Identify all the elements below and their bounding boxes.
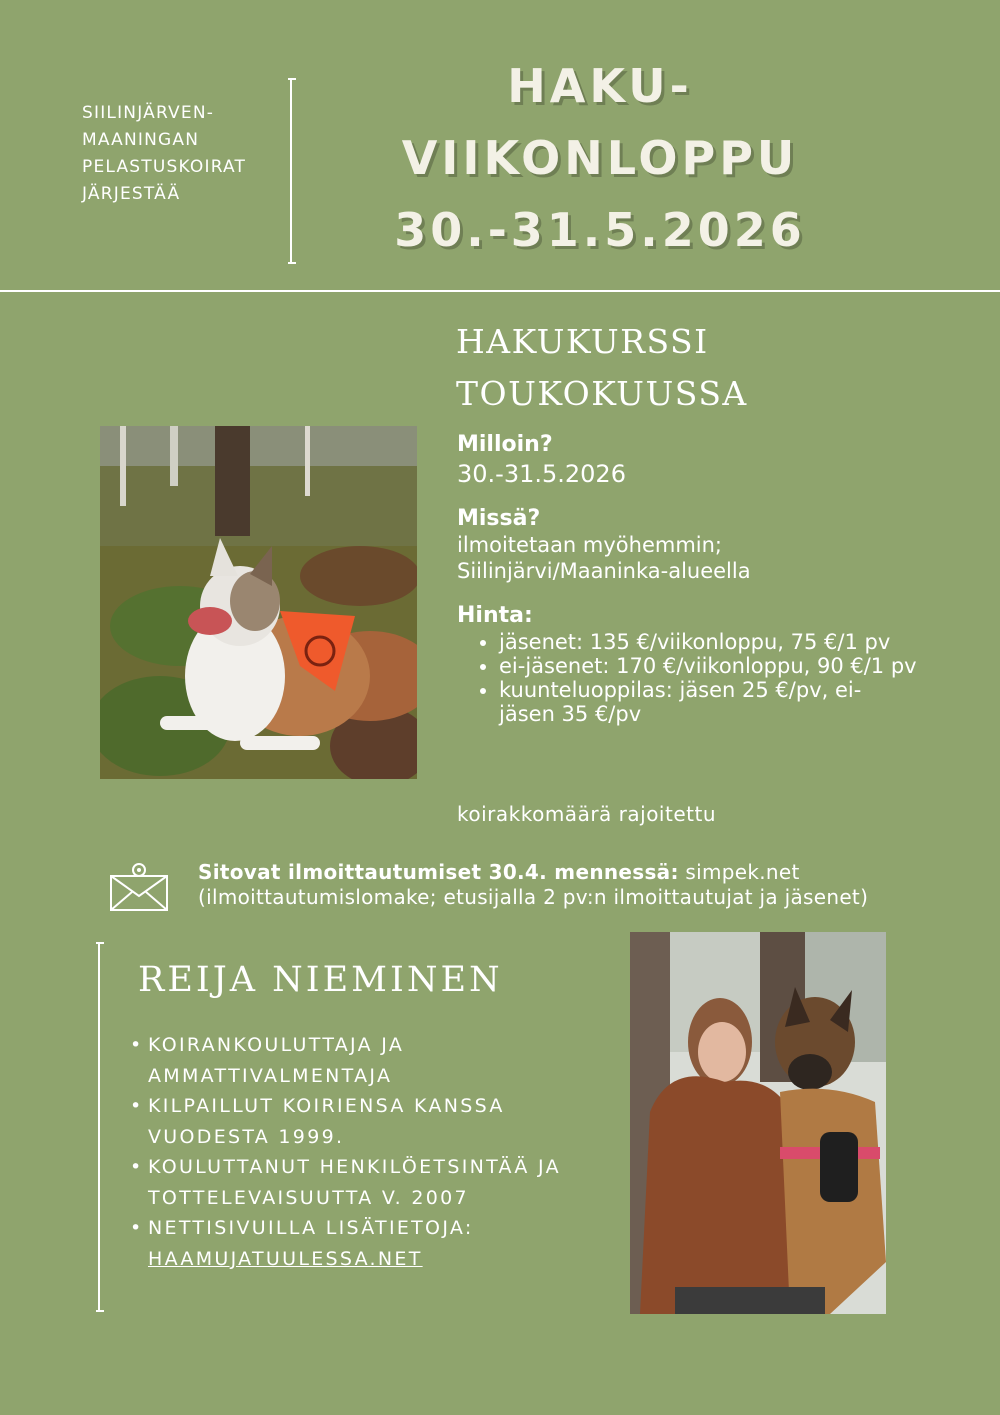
price-section bbox=[457, 604, 917, 726]
title-line: VIIKONLOPPU bbox=[401, 131, 799, 185]
envelope-icon bbox=[108, 862, 170, 916]
trainer-divider-tick bbox=[96, 1310, 104, 1312]
header-divider-tick bbox=[288, 78, 296, 80]
title-date: 30.-31.5.2026 bbox=[394, 203, 806, 257]
price-item: • ei-jäsenet: 170 €/viikonloppu, 90 €/1 pv bbox=[499, 654, 917, 678]
trainer-item: • KOULUTTANUT HENKILÖETSINTÄÄ JA TOTTELEVAISUUTTA V. 2007 bbox=[128, 1152, 598, 1213]
trainer-photo bbox=[630, 932, 886, 1314]
page-title bbox=[300, 50, 900, 266]
when-label: Milloin? bbox=[457, 432, 553, 457]
price-label: Hinta: bbox=[457, 603, 533, 628]
header-divider-tick bbox=[288, 262, 296, 264]
trainer-divider-tick bbox=[96, 942, 104, 944]
trainer-photo-image bbox=[630, 932, 886, 1314]
organizer-line: PELASTUSKOIRAT bbox=[82, 157, 247, 177]
header-divider bbox=[290, 78, 292, 264]
where-line: ilmoitetaan myöhemmin; bbox=[457, 533, 723, 557]
where-line: Siilinjärvi/Maaninka-alueella bbox=[457, 559, 751, 583]
course-heading-line: HAKUKURSSI bbox=[456, 322, 709, 361]
dog-photo-image bbox=[100, 426, 417, 779]
trainer-item: • KOIRANKOULUTTAJA JA AMMATTIVALMENTAJA bbox=[128, 1030, 598, 1091]
header-rule bbox=[0, 290, 1000, 292]
title-line: HAKU- bbox=[507, 59, 693, 113]
when-section bbox=[457, 432, 626, 490]
price-list bbox=[457, 630, 917, 726]
organizer-line: JÄRJESTÄÄ bbox=[82, 184, 181, 204]
trainer-divider bbox=[98, 942, 100, 1312]
organizer-text bbox=[82, 100, 246, 208]
when-value: 30.-31.5.2026 bbox=[457, 460, 626, 488]
website-link[interactable]: HAAMUJATUULESSA.NET bbox=[148, 1247, 423, 1270]
dog-photo bbox=[100, 426, 417, 779]
course-heading bbox=[456, 316, 748, 420]
trainer-name: REIJA NIEMINEN bbox=[138, 960, 503, 1000]
price-item: • kuunteluoppilas: jäsen 25 €/pv, ei-jäsen 35 €/pv bbox=[499, 678, 917, 726]
trainer-item-text: NETTISIVUILLA LISÄTIETOJA: bbox=[148, 1217, 474, 1239]
trainer-item: • KILPAILLUT KOIRIENSA KANSSA VUODESTA 1999. bbox=[128, 1091, 598, 1152]
course-heading-line: TOUKOKUUSSA bbox=[456, 374, 748, 413]
trainer-item bbox=[128, 1213, 598, 1274]
trainer-list bbox=[128, 1030, 598, 1274]
where-section bbox=[457, 506, 751, 584]
registration-details: simpek.net (ilmoittautumislomake; etusijalla 2 pv:n ilmoittautujat ja jäsenet) bbox=[198, 860, 869, 909]
where-label: Missä? bbox=[457, 506, 541, 531]
dog-limit-note: koirakkomäärä rajoitettu bbox=[457, 802, 716, 826]
organizer-line: MAANINGAN bbox=[82, 130, 200, 150]
organizer-line: SIILINJÄRVEN- bbox=[82, 103, 215, 123]
price-item: • jäsenet: 135 €/viikonloppu, 75 €/1 pv bbox=[499, 630, 917, 654]
registration-deadline: Sitovat ilmoittautumiset 30.4. mennessä: bbox=[198, 860, 679, 884]
registration-text bbox=[198, 860, 898, 910]
